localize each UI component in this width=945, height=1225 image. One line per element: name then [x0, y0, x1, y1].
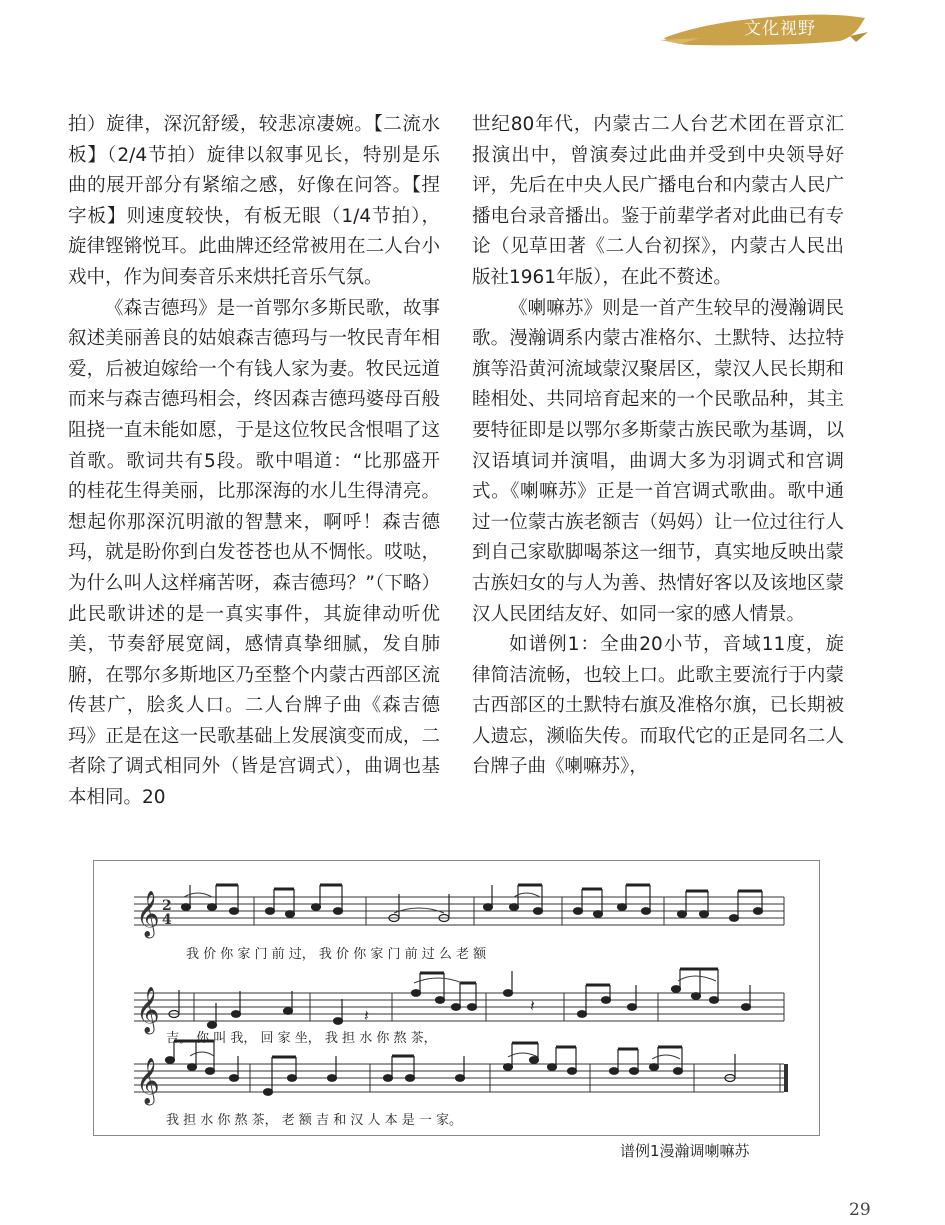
svg-text:2: 2 — [162, 898, 172, 914]
svg-text:𝄞: 𝄞 — [136, 1058, 160, 1104]
article-column-left — [68, 110, 440, 814]
svg-text:𝄞: 𝄞 — [136, 891, 160, 937]
svg-text:4: 4 — [162, 912, 172, 928]
section-title: 文化视野 — [744, 19, 816, 39]
svg-text:𝄞: 𝄞 — [136, 987, 160, 1033]
paragraph: 《喇嘛苏》则是一首产生较早的漫瀚调民歌。漫瀚调系内蒙古准格尔、土默特、达拉特旗等沿黄河流域蒙汉聚居区，蒙汉人民长期和睦相处、共同培育起来的一个民歌品种，其主要特征即是以鄂尔多斯蒙古族民歌为基调，以汉语填词并演唱，曲调大多为羽调式和宫调式。《喇嘛苏》正是一首宫调式歌曲。歌中通过一位蒙古族老额吉（妈妈）让一位过往行人到自己家歇脚喝茶这一细节，真实地反映出蒙古族妇女的与人为善、热情好客以及该地区蒙汉人民团结友好、如同一家的感人情景。 — [472, 297, 844, 625]
paragraph: 《森吉德玛》是一首鄂尔多斯民歌，故事叙述美丽善良的姑娘森吉德玛与一牧民青年相爱，后被迫嫁给一个有钱人家为妻。牧民远道而来与森吉德玛相会，终因森吉德玛婆母百般阻挠一直未能如愿，于是这位牧民含恨唱了这首歌。歌词共有5段。歌中唱道：“比那盛开的桂花生得美丽，比那深海的水儿生得清亮。想起你那深沉明澈的智慧来，啊呼！森吉德玛，就是盼你到白发苍苍也从不惆怅。哎哒，为什么叫人这样痛苦呀，森吉德玛？”（下略）此民歌讲述的是一真实事件，其旋律动听优美，节奏舒展宽阔，感情真挚细腻，发自肺腑，在鄂尔多斯地区乃至整个内蒙古西部区流传甚广，脍炙人口。二人台牌子曲《森吉德玛》正是在这一民歌基础上发展演变而成，二者除了调式相同外（皆是宫调式），曲调也基本相同。20 — [68, 297, 440, 809]
score-lyrics-line: 我 担 水 你 熬 茶， 老 额 吉 和 汉 人 本 是 一 家。 — [166, 1113, 462, 1128]
paragraph: 拍）旋律，深沉舒缓，较悲凉凄婉。【二流水板】（2/4节拍）旋律以叙事见长，特别是乐曲的展开部分有紧缩之感，好像在问答。【捏字板】则速度较快，有板无眼（1/4节拍），旋律铿锵悦耳。此曲牌还经常被用在二人台小戏中，作为间奏音乐来烘托音乐气氛。 — [68, 114, 440, 288]
score-lyrics-line: 吉。 你 叫 我， 回 家 坐， 我 担 水 你 熬 茶， — [166, 1031, 437, 1046]
page-number: 29 — [849, 1200, 871, 1220]
svg-text:𝄽: 𝄽 — [364, 1006, 369, 1025]
score-lyrics-line: 我 价 你 家 门 前 过， 我 价 你 家 门 前 过 么 老 额 — [186, 947, 487, 962]
svg-text:𝄽: 𝄽 — [530, 996, 535, 1015]
paragraph: 世纪80年代，内蒙古二人台艺术团在晋京汇报演出中，曾演奏过此曲并受到中央领导好评，先后在中央人民广播电台和内蒙古人民广播电台录音播出。鉴于前辈学者对此曲已有专论（见草田著《二人台初探》，内蒙古人民出版社1961年版），在此不赘述。 — [472, 114, 844, 288]
figure-caption: 谱例1漫瀚调喇嘛苏 — [620, 1142, 750, 1160]
music-score-figure — [93, 860, 820, 1136]
paragraph: 如谱例1：全曲20小节，音域11度，旋律简洁流畅，也较上口。此歌主要流行于内蒙古西部区的土默特右旗及准格尔旗，已长期被人遗忘，濒临失传。而取代它的正是同名二人台牌子曲《喇嘛苏》， — [472, 634, 844, 778]
music-score-notation — [94, 861, 821, 1137]
article-column-right — [472, 110, 844, 783]
